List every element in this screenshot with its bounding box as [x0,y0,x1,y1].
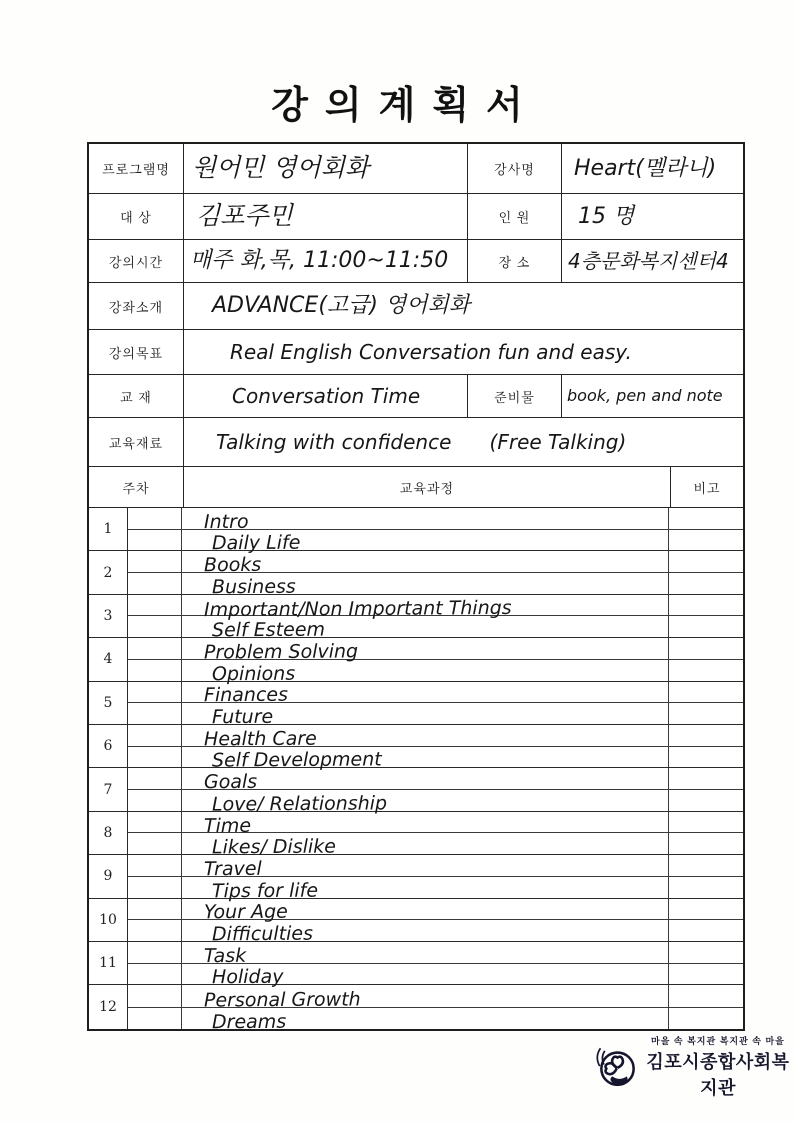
note-cell [669,985,743,1006]
row-intro [89,283,743,330]
note-cell [669,638,743,659]
week-number: 4 [89,638,128,680]
headcount-value: 15 명 [561,194,743,239]
note-cell [669,942,743,963]
supplies-label: 준비물 [467,375,561,417]
lecture-plan-table [87,142,745,1034]
page-title: 강의계획서 [271,85,540,127]
row-target [89,194,743,240]
schedule-sub-row [128,1008,743,1034]
topic-text: Goals [203,770,258,794]
note-cell [669,812,743,833]
week-number: 3 [89,595,128,637]
week-row-3 [89,595,743,642]
note-cell [669,790,743,811]
topic-text: Problem Solving [203,640,359,664]
textbook-label: 교 재 [120,389,152,405]
row-program [89,144,743,194]
schedule-header-row [89,467,743,508]
note-cell [669,877,743,898]
textbook-value: Conversation Time [183,375,467,417]
note-cell [669,703,743,724]
topic-text: Intro [203,510,249,533]
goal-label: 강의목표 [108,345,164,361]
schedule-sub-row [128,638,743,664]
topic-text: Dreams [211,1010,287,1034]
week-row-8 [89,812,743,859]
schedule-sub-row [128,703,743,729]
week-number: 9 [89,855,128,897]
row-goal [89,330,743,375]
topic-text: Love/ Relationship [211,792,388,816]
week-row-7 [89,768,743,816]
schedule-sub-row [128,964,743,989]
note-cell [669,682,743,703]
week-number: 8 [89,812,128,854]
course-intro-label: 강좌소개 [108,299,164,315]
schedule-sub-row [128,616,743,642]
note-cell [669,660,743,681]
schedule-sub-row [128,985,743,1012]
week-row-9 [89,855,743,902]
supplies-value: book, pen and note [561,375,743,417]
org-logo [592,1034,794,1100]
week-row-10 [89,899,743,946]
schedule-sub-row [128,530,743,555]
target-label: 대 상 [120,210,152,225]
materials-label: 교육재료 [108,435,164,451]
note-cell [669,747,743,768]
schedule-sub-row [128,595,743,621]
topic-text: Travel [203,857,262,881]
clover-logo-icon [592,1039,638,1095]
topic-text: Personal Growth [203,988,361,1012]
note-cell [669,530,743,551]
schedule-sub-row [128,508,743,533]
schedule-sub-row [128,551,743,577]
logo-org-name: 김포시종합사회복지관 [646,1052,790,1098]
schedule-sub-row [128,877,743,902]
note-cell [669,508,743,529]
topic-text: Health Care [203,727,317,751]
topic-text: Task [203,944,247,967]
week-row-4 [89,638,743,685]
headcount-label: 인 원 [467,194,561,239]
topic-text: Daily Life [211,532,301,555]
topic-text: Tips for life [211,879,319,902]
place-label: 장 소 [467,240,561,282]
schedule-sub-row [128,725,743,751]
topic-text: Your Age [203,900,288,924]
note-cell [669,616,743,637]
week-number: 6 [89,725,128,767]
logo-slogan: 마을 속 복지관 복지관 속 마을 [651,1036,785,1046]
program-value: 원어민 영어회화 [183,144,467,193]
week-number: 11 [89,942,128,984]
week-row-12 [89,985,743,1034]
week-number: 10 [89,899,128,941]
schedule-sub-row [128,833,743,859]
week-row-11 [89,942,743,989]
schedule-sub-row [128,812,743,837]
schedule-sub-row [128,768,743,794]
instructor-value: Heart(멜라니) [561,144,743,193]
topic-text: Books [203,553,262,577]
time-value: 매주 화,목, 11:00~11:50 [183,240,467,282]
note-cell [669,833,743,854]
materials-value: Talking with confidence (Free Talking) [183,418,743,466]
note-cell [669,964,743,985]
target-value: 김포주민 [183,194,467,239]
note-cell [669,768,743,789]
week-row-6 [89,725,743,773]
week-number: 2 [89,551,128,593]
note-cell [669,1008,743,1029]
topic-text: Business [211,575,296,599]
note-cell [669,595,743,616]
week-number: 1 [89,508,128,550]
row-time [89,240,743,283]
week-number: 12 [89,985,128,1028]
schedule-sub-row [128,747,743,773]
topic-text: Opinions [211,662,296,685]
topic-text: Likes/ Dislike [211,835,337,859]
course-intro-value: ADVANCE(고급) 영어회화 [183,283,743,329]
schedule-sub-row [128,790,743,816]
schedule-sub-row [128,682,743,707]
schedule-sub-row [128,920,743,946]
week-number: 7 [89,768,128,810]
topic-text: Important/Non Important Things [203,596,512,621]
topic-text: Self Development [211,748,382,773]
program-label: 프로그램명 [102,162,170,177]
course-column-header: 교육과정 [183,467,670,507]
topic-text: Finances [203,684,289,707]
place-value: 4층문화복지센터4 [561,240,743,282]
schedule-sub-row [128,660,743,685]
time-label: 강의시간 [108,254,164,270]
note-cell [669,725,743,746]
note-cell [669,855,743,876]
topic-text: Time [203,814,252,837]
note-cell [669,573,743,594]
topic-text: Self Esteem [211,618,326,642]
week-row-5 [89,682,743,729]
row-textbook [89,375,743,418]
week-column-header: 주차 [122,480,150,496]
schedule-sub-row [128,942,743,967]
schedule-sub-row [128,855,743,881]
instructor-label: 강사명 [467,144,561,193]
schedule-sub-row [128,573,743,599]
topic-text: Holiday [211,966,284,989]
note-cell [669,920,743,941]
topic-text: Future [211,705,274,729]
week-number: 5 [89,682,128,724]
row-materials [89,418,743,467]
note-cell [669,899,743,920]
schedule-sub-row [128,899,743,924]
week-row-1 [89,508,743,555]
note-column-header: 비고 [670,467,743,507]
topic-text: Difficulties [211,922,314,946]
note-cell [669,551,743,572]
goal-value: Real English Conversation fun and easy. [183,330,743,374]
week-row-2 [89,551,743,599]
